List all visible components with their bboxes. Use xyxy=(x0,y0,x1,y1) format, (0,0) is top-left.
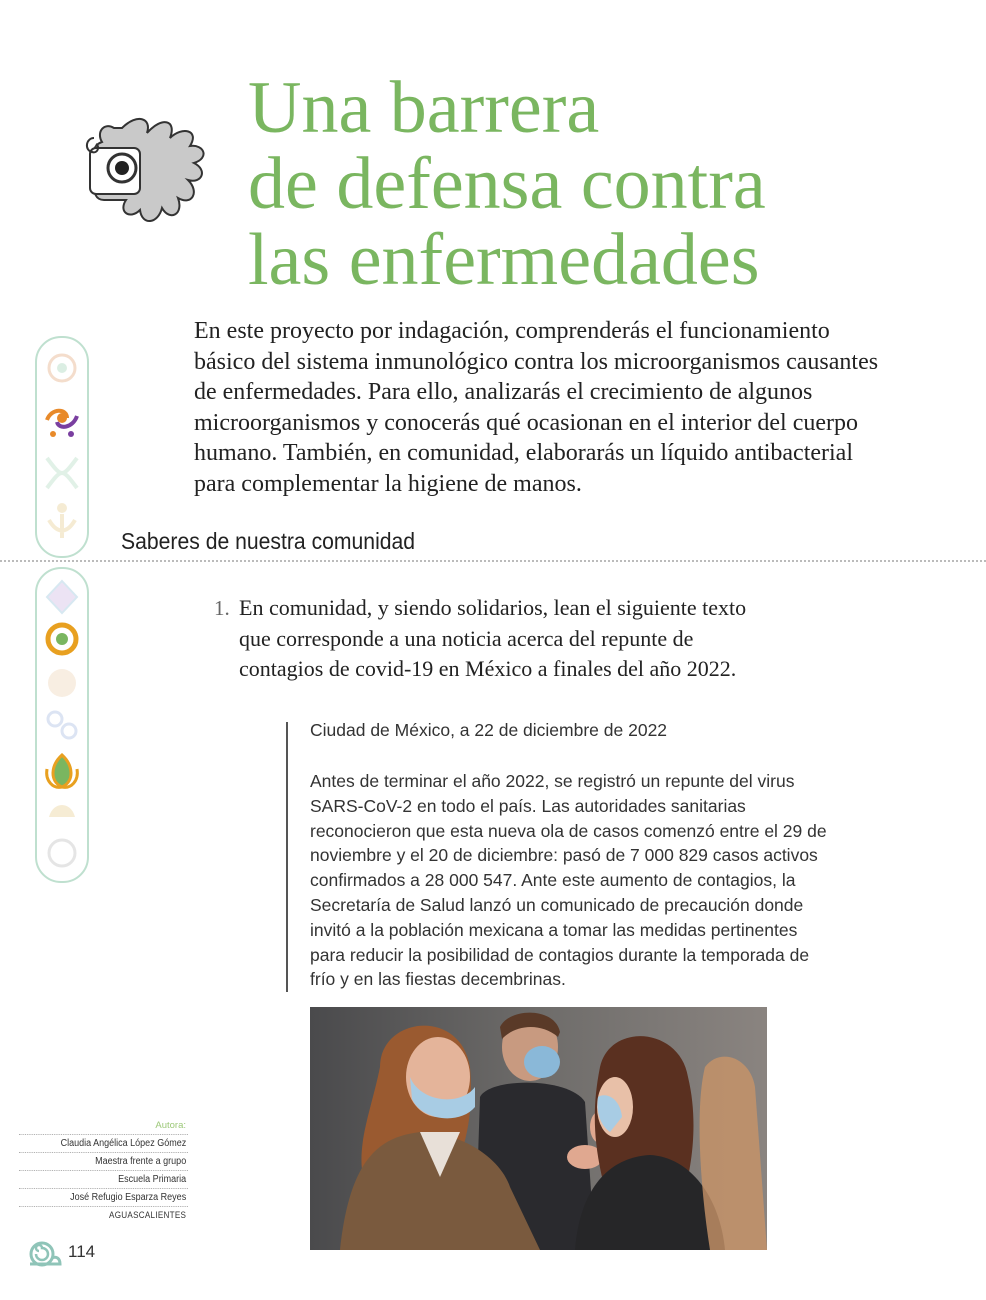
snail-icon xyxy=(26,1238,62,1268)
page-title xyxy=(248,67,948,301)
title-line: de defensa contra xyxy=(248,143,766,225)
title-line: las enfermedades xyxy=(248,219,760,301)
section-divider xyxy=(0,560,986,562)
news-quote-bar xyxy=(286,722,288,992)
glyph-spiral-icon xyxy=(82,108,214,236)
intro-paragraph: En este proyecto por indagación, comprenderás el funcionamiento básico del sistema inmunológico contra los microorganismos causantes de enfermedades. Para ello, analizarás el crecimiento de algunos microorganismos y conocerás qué ocasionan en el interior del cuerpo humano. También, en comunidad, elaborarás un líquido antibacterial para complementar la higiene de manos. xyxy=(194,318,879,497)
author-credits xyxy=(0,1120,188,1223)
project-icons-rail-bottom xyxy=(35,567,89,883)
masked-people-photo xyxy=(310,1007,767,1250)
news-dateline: Ciudad de México, a 22 de diciembre de 2022 xyxy=(310,720,668,740)
section-heading: Saberes de nuestra comunidad xyxy=(121,528,416,554)
activity-number: 1. xyxy=(214,596,230,620)
title-line: Una barrera xyxy=(248,67,600,149)
credit-line: Escuela Primaria xyxy=(19,1170,188,1188)
credits-heading: Autora: xyxy=(155,1120,186,1131)
activity-text: En comunidad, y siendo solidarios, lean el siguiente texto que corresponde a una noticia acerca del repunte de contagios de covid-19 en México a finales del año 2022. xyxy=(239,595,747,681)
credit-line: Maestra frente a grupo xyxy=(19,1152,188,1170)
project-icons-rail-top xyxy=(35,336,89,558)
credit-line: AGUASCALIENTES xyxy=(19,1206,188,1223)
credit-line: José Refugio Esparza Reyes xyxy=(19,1188,188,1206)
credit-line: Claudia Angélica López Gómez xyxy=(19,1134,188,1152)
news-body: Antes de terminar el año 2022, se registró un repunte del virus SARS-CoV-2 en todo el país. Las autoridades sanitarias reconocieron que esta nueva ola de casos comenzó entre el 29 de noviembre y el 20 de diciembre: pasó de 7 000 829 casos activos confirmados a 28 000 547. Ante este aumento de contagios, la Secretaría de Salud lanzó un comunicado de precaución donde invitó a la población mexicana a tomar las medidas pertinentes para reducir la posibilidad de contagios durante la temporada de frío y en las fiestas decembrinas. xyxy=(310,771,827,990)
page-number: 114 xyxy=(68,1242,96,1261)
